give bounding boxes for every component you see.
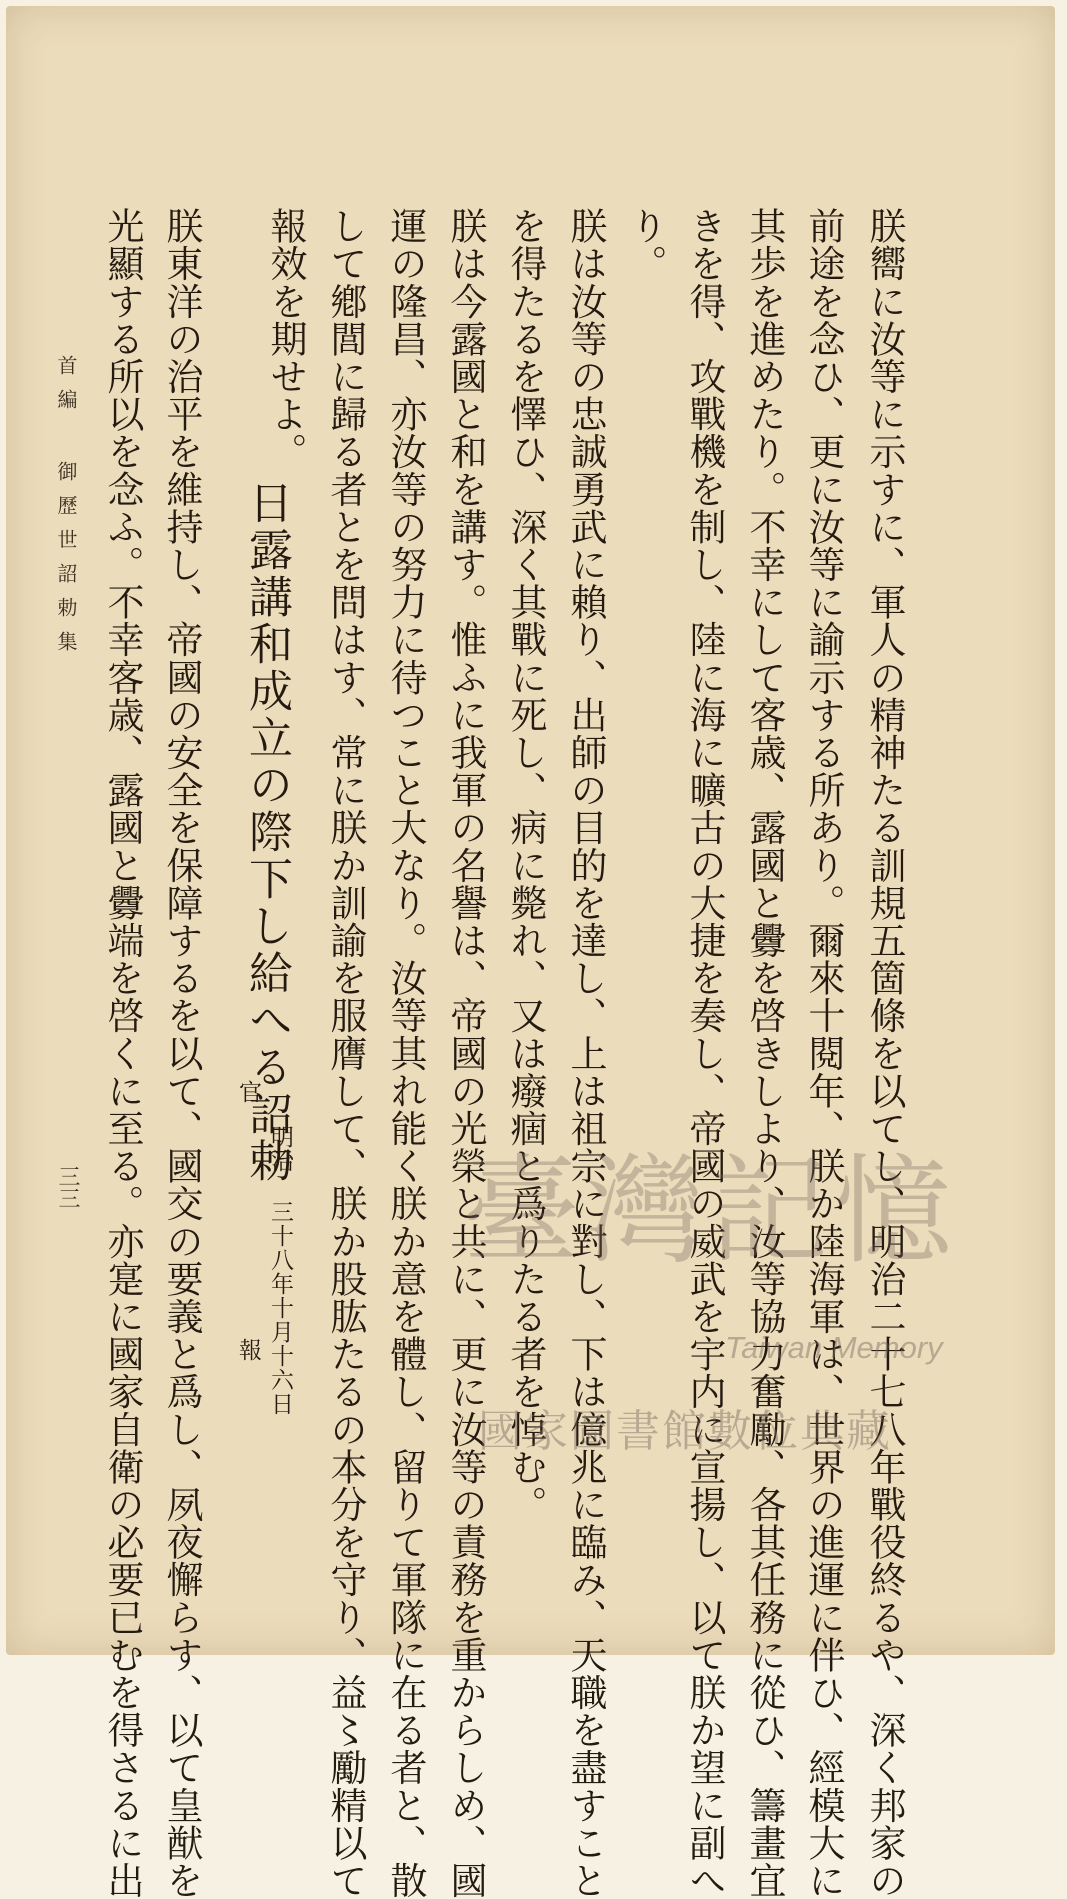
text-column-2: 前途を念ひ、更に汝等に諭示する所あり。爾來十閱年、朕か陸海軍は、世界の進運に伴ひ、經模大に — [802, 207, 845, 1899]
text-column-7: を得たるを懌ひ、深く其戰に死し、病に斃れ、又は癈痼と爲りたる者を悼む。 — [504, 207, 547, 1523]
page-number: 三三 — [55, 1165, 80, 1209]
second-text-column-2: 光顯する所以を念ふ。不幸客歳、露國と釁端を啓くに至る。亦寔に國家自衛の必要已むを得さるに出 — [101, 207, 144, 1899]
text-column-9: 運の隆昌、亦汝等の努力に待つこと大なり。汝等其れ能く朕か意を體し、留りて軍隊に在る者と、散 — [384, 207, 427, 1899]
text-column-8: 朕は今露國と和を講す。惟ふに我軍の名譽は、帝國の光榮と共に、更に汝等の責務を重からしめ、國 — [444, 207, 487, 1899]
text-column-1: 朕嚮に汝等に示すに、軍人の精神たる訓規五箇條を以てし、明治二十七八年戰役終るや、深く邦家の — [863, 207, 906, 1899]
text-column-4: きを得、攻戰機を制し、陸に海に曠古の大捷を奏し、帝國の威武を宇内に宣揚し、以て朕か望に副へ — [683, 207, 726, 1899]
date-line: 明治 三十八年十月十六日 — [267, 1125, 293, 1416]
text-column-5: り。 — [624, 207, 667, 283]
text-column-3: 其歩を進めたり。不幸にして客歳、露國と釁を啓きしより、汝等協力奮勵、各其任務に從ひ、籌畫宜 — [743, 207, 786, 1899]
source-line: 官報 — [235, 1080, 261, 1596]
watermark-english: Taiwan Memory — [725, 1330, 943, 1365]
text-column-11: 報效を期せよ。 — [264, 207, 307, 471]
second-text-column-1: 朕東洋の治平を維持し、帝國の安全を保障するを以て、國交の要義と爲し、夙夜懈らす、以て皇猷を — [160, 207, 203, 1899]
watermark-script: 臺灣記憶 — [462, 1142, 959, 1280]
watermark-chinese: 國家圖書館數位典藏 — [478, 1407, 892, 1456]
running-footer: 首編 御歷世詔勅集 — [54, 355, 78, 665]
text-column-10: して鄕閭に歸る者とを問はす、常に朕か訓諭を服膺して、朕か股肱たるの本分を守り、益〻勵精以て — [324, 207, 367, 1899]
rescript-heading: 日露講和成立の際下し給へる詔勅 — [241, 480, 292, 1185]
text-column-6: 朕は汝等の忠誠勇武に賴り、出師の目的を達し、上は祖宗に對し、下は億兆に臨み、天職を盡すこと — [564, 207, 607, 1899]
